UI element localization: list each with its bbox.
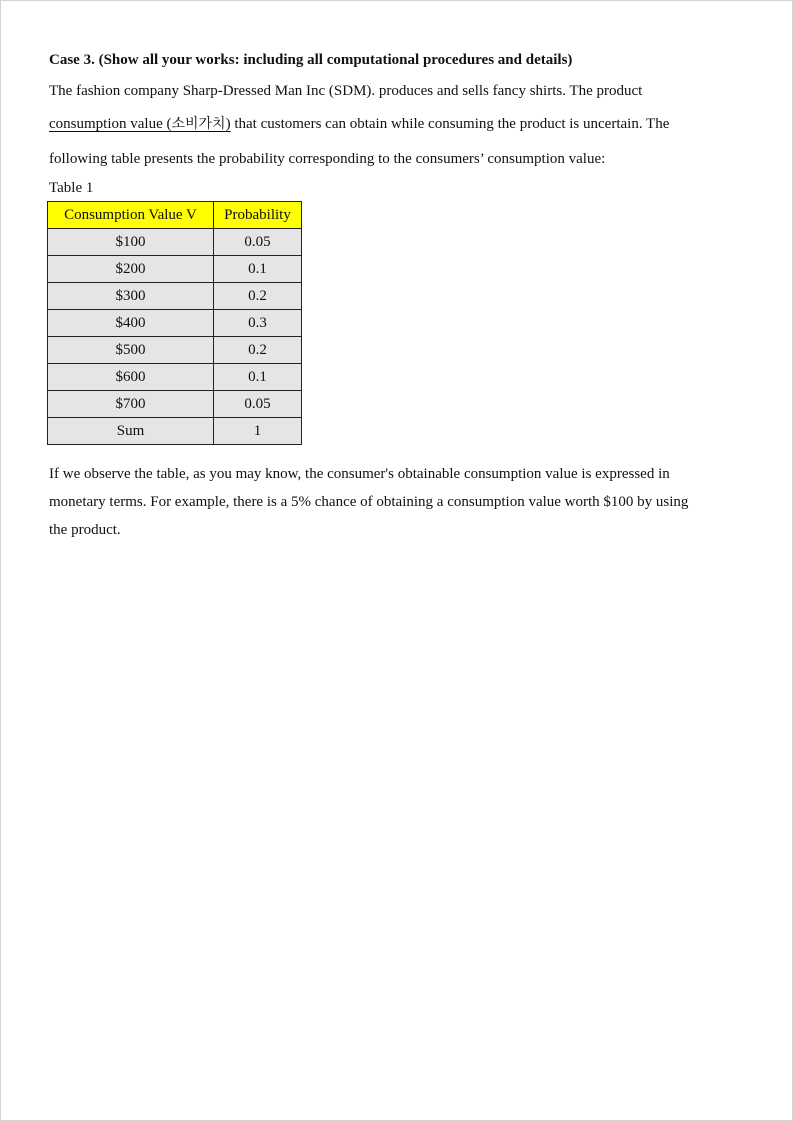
- intro-line-3: following table presents the probability corresponding to the consumers’ consumption value:: [49, 151, 606, 167]
- case-heading: [49, 45, 749, 75]
- closing-paragraph: [49, 460, 749, 544]
- table-row: [48, 310, 302, 337]
- cell-probability: 0.2: [214, 337, 302, 364]
- closing-line-3: the product.: [49, 522, 121, 538]
- table-row: [48, 337, 302, 364]
- closing-line-2: monetary terms. For example, there is a 5% chance of obtaining a consumption value worth $100 by using: [49, 494, 689, 510]
- cell-consumption-value: Sum: [48, 418, 214, 445]
- table-row: [48, 256, 302, 283]
- term-english: consumption value (: [49, 116, 172, 132]
- case-instruction: Show all your works: including all computational procedures and details: [103, 52, 568, 68]
- table-row: [48, 283, 302, 310]
- instruction-close-paren: ): [567, 52, 573, 68]
- intro-line-2-rest: that customers can obtain while consuming the product is uncertain. The: [230, 116, 670, 132]
- table-row: [48, 229, 302, 256]
- intro-line-2: [49, 107, 749, 141]
- probability-table: [47, 201, 302, 445]
- cell-consumption-value: $100: [48, 229, 214, 256]
- cell-probability: 1: [214, 418, 302, 445]
- document-content: [49, 45, 749, 544]
- table-row: [48, 418, 302, 445]
- cell-probability: 0.05: [214, 391, 302, 418]
- header-probability: Probability: [214, 202, 302, 229]
- cell-consumption-value: $500: [48, 337, 214, 364]
- cell-probability: 0.1: [214, 364, 302, 391]
- header-consumption-value: Consumption Value V: [48, 202, 214, 229]
- cell-consumption-value: $400: [48, 310, 214, 337]
- consumption-value-term: [49, 116, 231, 132]
- cell-consumption-value: $600: [48, 364, 214, 391]
- cell-probability: 0.2: [214, 283, 302, 310]
- cell-probability: 0.1: [214, 256, 302, 283]
- table-row: [48, 391, 302, 418]
- table-caption: Table 1: [49, 180, 94, 196]
- term-korean: 소비가치: [171, 116, 226, 132]
- cell-consumption-value: $200: [48, 256, 214, 283]
- instruction-open-paren: (: [98, 52, 104, 68]
- term-close-paren: ): [225, 116, 231, 132]
- cell-consumption-value: $700: [48, 391, 214, 418]
- intro-line-1: The fashion company Sharp-Dressed Man Inc (SDM). produces and sells fancy shirts. The product: [49, 83, 643, 99]
- table-row: [48, 364, 302, 391]
- cell-probability: 0.05: [214, 229, 302, 256]
- case-separator: .: [91, 52, 99, 68]
- cell-consumption-value: $300: [48, 283, 214, 310]
- closing-line-1: If we observe the table, as you may know, the consumer's obtainable consumption value is expressed in: [49, 466, 670, 482]
- cell-probability: 0.3: [214, 310, 302, 337]
- case-label: Case 3: [49, 52, 92, 68]
- table-header-row: [48, 202, 302, 229]
